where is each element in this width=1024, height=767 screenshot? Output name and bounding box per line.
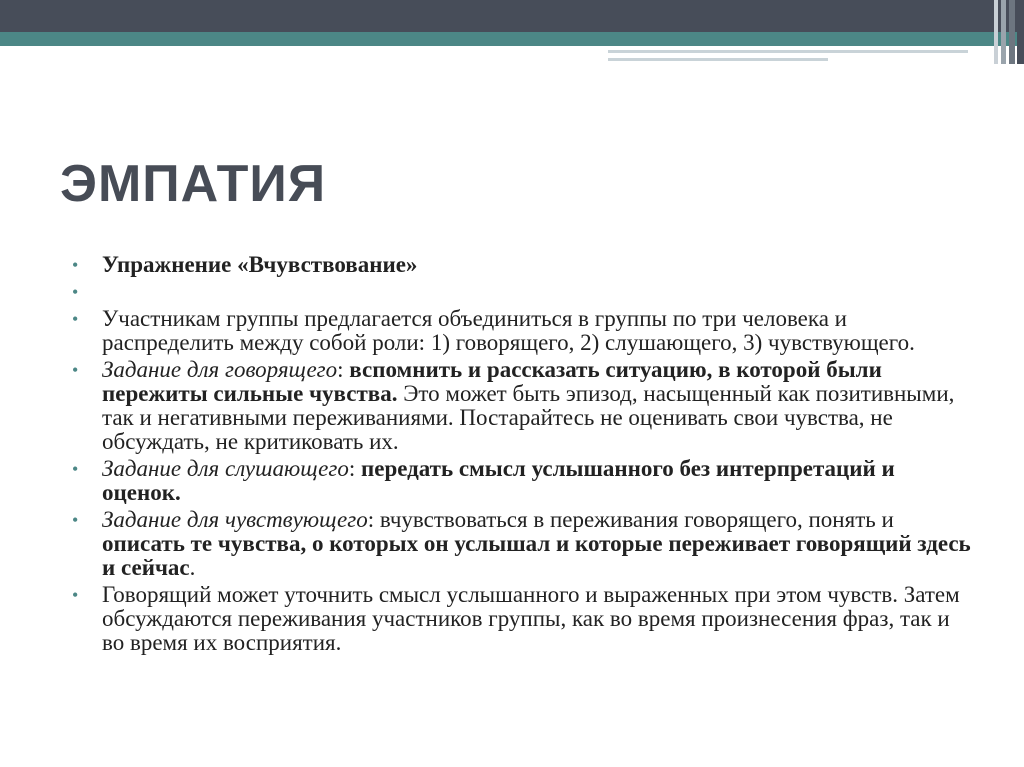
bullet-text: : вчувствоваться в переживания говорящего, понять и (367, 507, 894, 532)
task-emphasis: описать те чувства, о которых он услышал и которые переживает говорящий здесь и сейчас (102, 531, 971, 580)
exercise-heading: Упражнение «Вчувствование» (102, 252, 418, 277)
top-accent-band (0, 32, 1024, 46)
bullet-item (72, 307, 972, 355)
task-label: Задание для чувствующего (102, 507, 368, 532)
bullet-text: . (189, 555, 196, 580)
bullet-text: Говорящий может уточнить смысл услышанного и выраженных при этом чувств. Затем обсуждаются переживания участников группы, как во время произнесения фраз, так и во время их восприятия. (102, 582, 960, 655)
separator: : (337, 357, 350, 382)
task-label: Задание для говорящего (102, 357, 338, 382)
corner-stripe (1017, 0, 1024, 64)
corner-stripe (1009, 0, 1015, 64)
bullet-marker: • (72, 282, 79, 302)
task-emphasis: передать смысл услышанного без интерпретаций и оценок. (102, 456, 895, 505)
task-label: Задание для слушающего (102, 456, 349, 481)
bullet-item (72, 508, 972, 580)
bullet-list (72, 253, 972, 658)
bullet-marker: • (72, 510, 79, 530)
bullet-text: Участникам группы предлагается объединиться в группы по три человека и распределить между собой роли: 1) говорящего, 2) слушающего, 3) чувствующего. (102, 306, 915, 355)
bullet-marker: • (72, 309, 79, 329)
bullet-marker: • (72, 360, 79, 380)
bullet-item (72, 253, 972, 277)
corner-stripe (1001, 0, 1006, 64)
bullet-item (72, 358, 972, 454)
task-emphasis: вспомнить и рассказать ситуацию, в которой были пережиты сильные чувства. (102, 357, 882, 406)
bullet-marker: • (72, 585, 79, 605)
bullet-text: Это может быть эпизод, насыщенный как позитивными, так и негативными переживаниями. Постарайтесь не оценивать свои чувства, не обсуждать, не критиковать их. (102, 381, 955, 454)
top-accent-line (608, 50, 968, 53)
separator: : (348, 456, 361, 481)
bullet-item (72, 457, 972, 505)
top-accent-line-short (608, 58, 828, 61)
bullet-item (72, 583, 972, 655)
bullet-marker: • (72, 459, 79, 479)
bullet-item (72, 280, 972, 304)
slide-title: ЭМПАТИЯ (60, 155, 327, 213)
bullet-marker: • (72, 255, 79, 275)
top-bar (0, 0, 1024, 32)
corner-stripe (994, 0, 998, 64)
